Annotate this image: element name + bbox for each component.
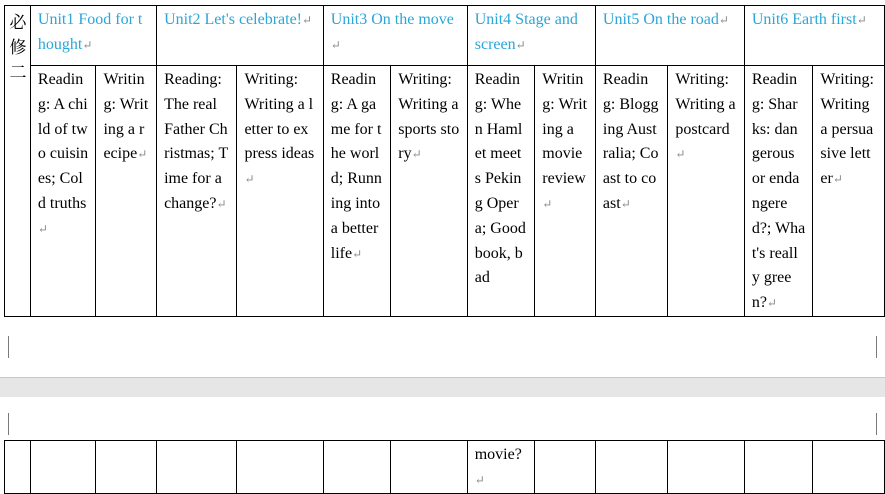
unit-content-row <box>5 66 885 317</box>
unit-header-row <box>5 6 885 66</box>
writing-text: Writing: Writing a sports story <box>398 71 460 163</box>
reading-text: Reading: When Hamlet meets Peking Opera; Good book, bad <box>474 71 526 287</box>
empty-cell <box>391 441 467 494</box>
writing-text: Writing: Writing a recipe <box>103 71 149 163</box>
page-corner-mark <box>864 336 877 358</box>
writing-text: Writing: Writing a letter to express ideas <box>244 71 315 163</box>
unit-title-cell: Unit4 Stage and screen↵ <box>467 6 595 66</box>
reading-text: Reading: Blogging Australia; Coast to coast <box>602 71 659 212</box>
empty-cell <box>96 441 157 494</box>
reading-cell: Reading: Blogging Australia; Coast to coast↵ <box>595 66 667 317</box>
unit-title: Unit2 Let's celebrate! <box>164 11 302 28</box>
reading-cell: Reading: A child of two cuisines; Cold truths↵ <box>30 66 96 317</box>
unit-title-cell: Unit1 Food for thought↵ <box>30 6 156 66</box>
reading-text-continued: movie? <box>474 446 522 463</box>
empty-cell <box>595 441 667 494</box>
module-label: 必修二 <box>9 13 27 82</box>
empty-cell <box>323 441 391 494</box>
page-corner-mark <box>864 413 877 435</box>
reading-text: Reading: A game for the world; Running into a better life <box>330 71 382 262</box>
empty-cell <box>5 441 31 494</box>
reading-text: Reading: The real Father Christmas; Time for a change? <box>164 71 229 212</box>
unit-title-cell: Unit5 On the road↵ <box>595 6 744 66</box>
reading-cell <box>467 66 535 317</box>
syllabus-table-continued <box>4 440 885 494</box>
writing-cell: Writing: Writing a sports story↵ <box>391 66 467 317</box>
page-break-gap <box>0 377 885 398</box>
syllabus-table <box>4 5 885 317</box>
page-corner-mark <box>8 413 21 435</box>
empty-cell <box>157 441 237 494</box>
empty-cell <box>30 441 96 494</box>
unit-title: Unit5 On the road <box>602 11 719 28</box>
writing-cell: Writing: Writing a movie review↵ <box>535 66 596 317</box>
reading-cell-continued: movie?↵ <box>467 441 535 494</box>
unit-title: Unit4 Stage and screen <box>474 11 578 53</box>
empty-cell <box>744 441 813 494</box>
unit-title-cell: Unit6 Earth first↵ <box>744 6 884 66</box>
writing-text: Writing: Writing a movie review <box>542 71 588 188</box>
reading-text: Reading: A child of two cuisines; Cold truths <box>37 71 89 212</box>
unit-title: Unit6 Earth first <box>751 11 857 28</box>
reading-text: Reading: Sharks: dangerous or endangered?; What's really green? <box>751 71 806 312</box>
writing-text: Writing: Writing a postcard <box>675 71 736 138</box>
empty-cell <box>813 441 885 494</box>
empty-cell <box>237 441 323 494</box>
continued-row <box>5 441 885 494</box>
unit-title: Unit1 Food for thought <box>37 11 143 53</box>
writing-cell: Writing: Writing a letter to express ideas↵ <box>237 66 323 317</box>
empty-cell <box>668 441 744 494</box>
writing-cell: Writing: Writing a persuasive letter↵ <box>813 66 885 317</box>
writing-cell: Writing: Writing a recipe↵ <box>96 66 157 317</box>
unit-title-cell: Unit2 Let's celebrate!↵ <box>157 6 324 66</box>
empty-cell <box>535 441 596 494</box>
page-corner-mark <box>8 336 21 358</box>
writing-cell: Writing: Writing a postcard↵ <box>668 66 744 317</box>
unit-title-cell: Unit3 On the move↵ <box>323 6 467 66</box>
writing-text: Writing: Writing a persuasive letter <box>820 71 874 188</box>
reading-cell: Reading: The real Father Christmas; Time for a change?↵ <box>157 66 237 317</box>
reading-cell: Reading: Sharks: dangerous or endangered?; What's really green?↵ <box>744 66 813 317</box>
module-label-cell <box>5 6 31 317</box>
reading-cell: Reading: A game for the world; Running into a better life↵ <box>323 66 391 317</box>
unit-title: Unit3 On the move <box>330 11 454 28</box>
